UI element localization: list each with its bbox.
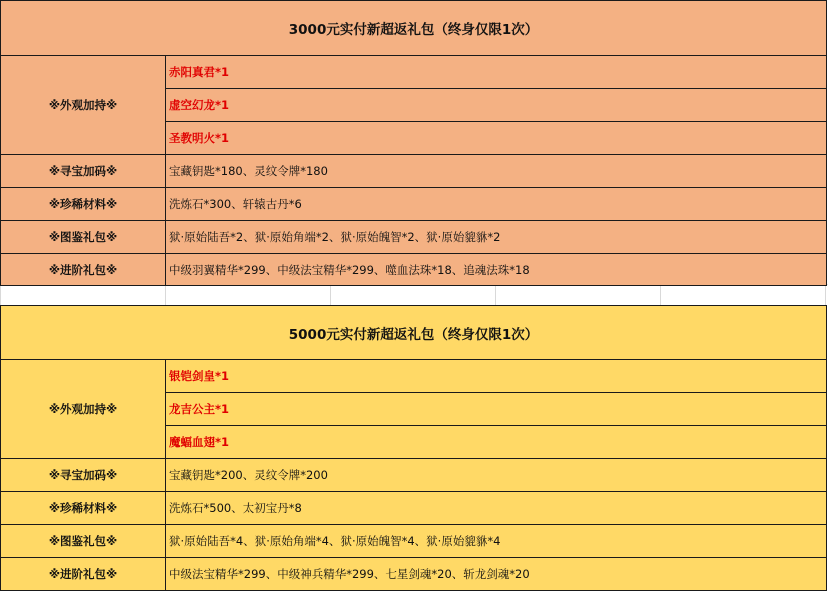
appearance-item[interactable]: 龙吉公主*1 [166,393,827,426]
appearance-item[interactable]: 银铠剑皇*1 [166,360,827,393]
category-cell[interactable]: ※进阶礼包※ [1,254,166,286]
category-cell[interactable]: ※图鉴礼包※ [1,221,166,254]
pack-title[interactable]: 5000元实付新超返礼包（终身仅限1次） [1,306,827,360]
appearance-item[interactable]: 魔蝠血翅*1 [166,426,827,459]
gift-pack-3000-table [0,0,827,286]
content-cell[interactable]: 中级法宝精华*299、中级神兵精华*299、七星剑魂*20、斩龙剑魂*20 [166,558,827,591]
content-cell[interactable]: 洗炼石*300、轩辕古丹*6 [166,188,827,221]
appearance-item[interactable]: 赤阳真君*1 [166,56,827,89]
content-cell[interactable]: 狱·原始陆吾*2、狱·原始角端*2、狱·原始魄智*2、狱·原始貔貅*2 [166,221,827,254]
category-cell[interactable]: ※外观加持※ [1,360,166,459]
content-cell[interactable]: 宝藏钥匙*180、灵纹令牌*180 [166,155,827,188]
content-cell[interactable]: 洗炼石*500、太初宝丹*8 [166,492,827,525]
category-cell[interactable]: ※珍稀材料※ [1,188,166,221]
content-cell[interactable]: 宝藏钥匙*200、灵纹令牌*200 [166,459,827,492]
category-cell[interactable]: ※寻宝加码※ [1,155,166,188]
content-cell[interactable]: 中级羽翼精华*299、中级法宝精华*299、噬血法珠*18、追魂法珠*18 [166,254,827,286]
category-cell[interactable]: ※外观加持※ [1,56,166,155]
gift-pack-5000-table [0,305,827,591]
category-cell[interactable]: ※珍稀材料※ [1,492,166,525]
appearance-item[interactable]: 虚空幻龙*1 [166,89,827,122]
category-cell[interactable]: ※寻宝加码※ [1,459,166,492]
content-cell[interactable]: 狱·原始陆吾*4、狱·原始角端*4、狱·原始魄智*4、狱·原始貔貅*4 [166,525,827,558]
sheet-gridlines [0,284,828,307]
category-cell[interactable]: ※图鉴礼包※ [1,525,166,558]
appearance-item[interactable]: 圣教明火*1 [166,122,827,155]
category-cell[interactable]: ※进阶礼包※ [1,558,166,591]
pack-title[interactable]: 3000元实付新超返礼包（终身仅限1次） [1,1,827,56]
